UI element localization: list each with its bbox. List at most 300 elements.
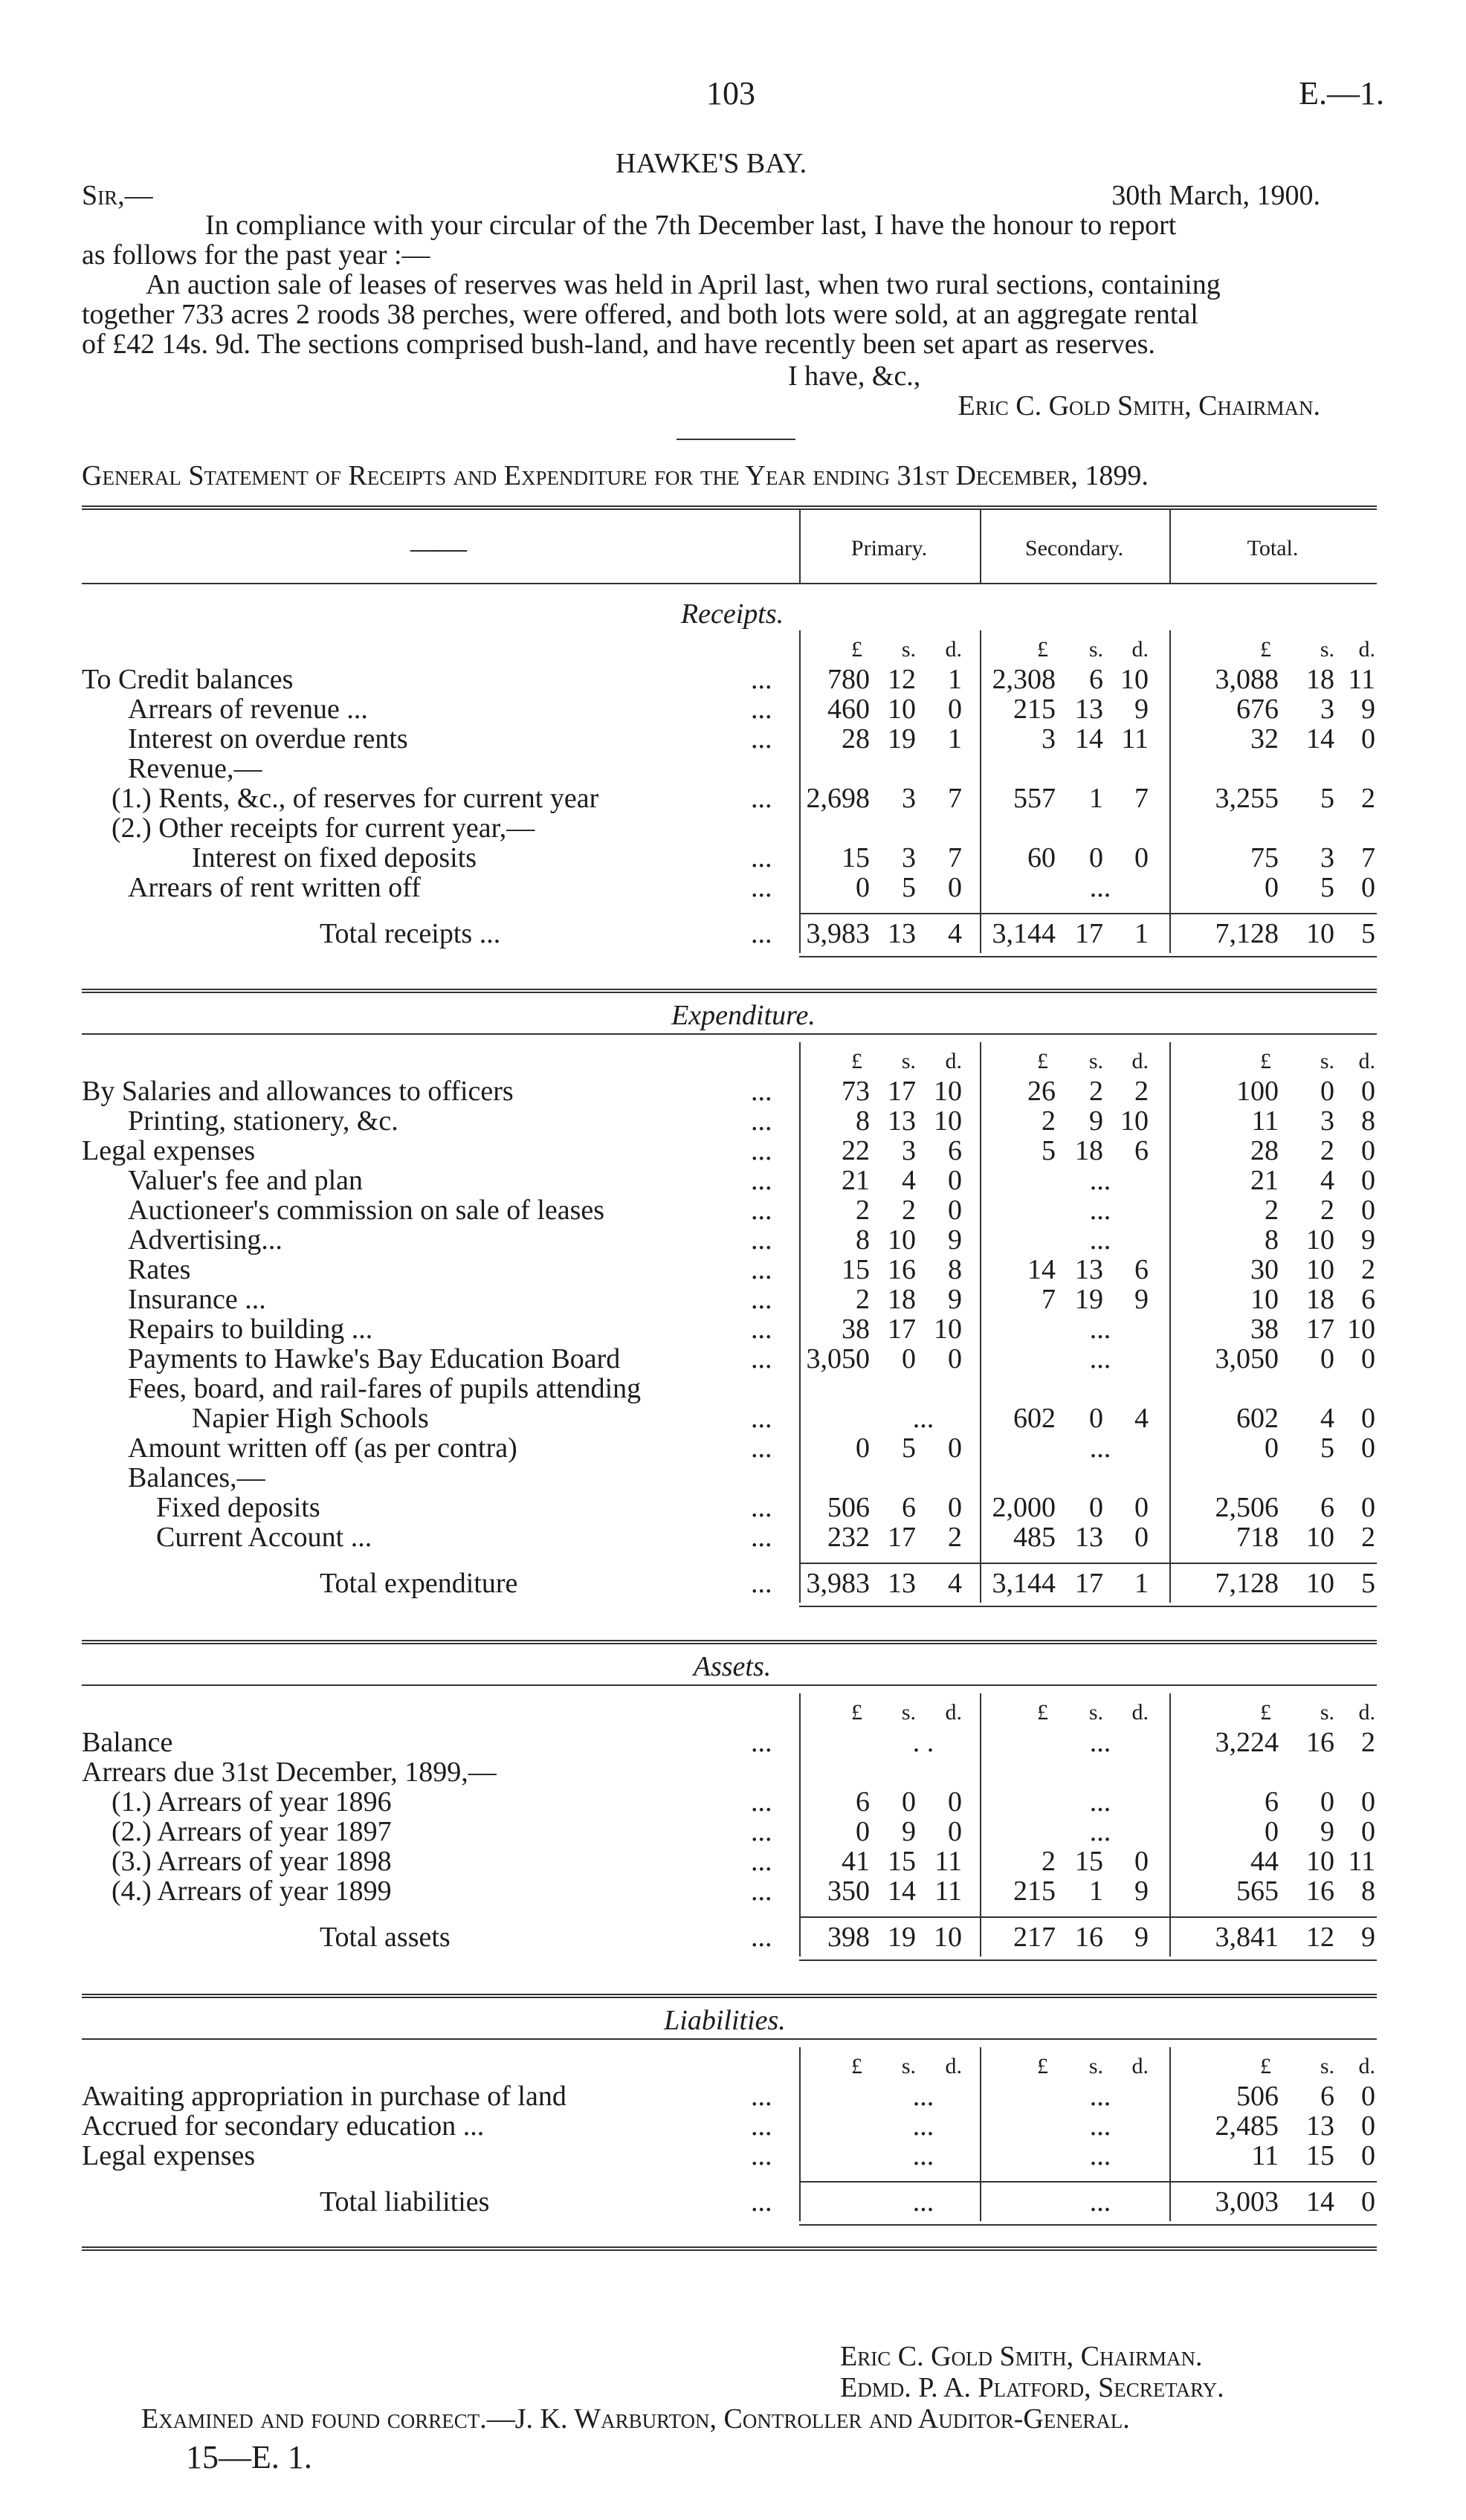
table-rule [82,1640,1377,1641]
row-label: (4.) Arrears of year 1899 [112,1876,392,1907]
amount-cell: 30 [1250,1254,1279,1285]
table-rule [799,2181,1377,2183]
amount-cell: 0 [1361,2186,1375,2217]
leader-dots: ... [751,1135,772,1166]
amount-cell: 565 [1236,1876,1279,1907]
amount-cell: 7,128 [1215,918,1279,949]
row-label: Valuer's fee and plan [128,1165,363,1196]
amount-cell: 2,698 [806,783,870,814]
amount-cell: 21 [1250,1165,1279,1196]
amount-blank: ... [1089,1816,1111,1847]
amount-cell: 10 [934,1105,962,1137]
amount-cell: 0 [1361,2110,1375,2142]
table-rule [82,583,1377,584]
amount-cell: 11 [1121,723,1149,755]
row-label: Printing, stationery, &c. [128,1105,398,1137]
row-label: (1.) Arrears of year 1896 [112,1786,392,1818]
currency-pound: £ [1260,1049,1271,1073]
amount-cell: 0 [948,694,962,725]
amount-cell: 2 [1361,1254,1375,1285]
amount-blank: ... [1089,1343,1111,1374]
currency-pound: £ [1260,1700,1271,1725]
currency-pence: d. [945,2054,962,2078]
amount-cell: 0 [1265,872,1279,903]
currency-pound: £ [851,637,862,662]
table-rule [82,1643,1377,1644]
amount-cell: 0 [1361,1195,1375,1226]
amount-cell: 2 [1320,1195,1334,1226]
amount-cell: 10 [1120,1105,1149,1137]
amount-cell: 16 [1306,1727,1334,1758]
leader-dots: ... [751,2110,772,2142]
currency-pence: d. [1131,2054,1149,2078]
page-footer: 15—E. 1. [186,2439,312,2475]
amount-cell: 6 [948,1135,962,1166]
amount-cell: 506 [1236,2081,1279,2112]
amount-cell: 10 [1306,1224,1334,1256]
table-rule [82,1684,1377,1686]
amount-cell: 22 [842,1135,870,1166]
amount-cell: 6 [1320,1492,1334,1523]
region-title: HAWKE'S BAY. [616,148,807,179]
amount-blank: ... [912,1403,934,1434]
amount-cell: 100 [1236,1076,1279,1107]
amount-cell: 9 [948,1284,962,1315]
row-label: Insurance ... [128,1284,266,1315]
amount-cell: 13 [888,1105,916,1137]
table-rule [799,1916,1377,1918]
leader-dots: ... [751,1343,772,1374]
leader-dots: ... [751,1522,772,1553]
amount-cell: 602 [1013,1403,1056,1434]
amount-cell: 718 [1236,1522,1279,1553]
amount-cell: 17 [888,1314,916,1345]
amount-cell: 14 [1075,723,1103,755]
currency-pence: d. [1358,1049,1375,1073]
amount-cell: 4 [1320,1165,1334,1196]
amount-cell: 2 [1361,1727,1375,1758]
amount-cell: 17 [1306,1314,1334,1345]
amount-cell: 215 [1013,694,1056,725]
amount-cell: 8 [1361,1105,1375,1137]
amount-cell: 5 [1320,783,1334,814]
amount-cell: 14 [888,1876,916,1907]
leader-dots: ... [751,1165,772,1196]
currency-pence: d. [1131,1700,1149,1725]
amount-cell: 4 [948,1568,962,1599]
amount-cell: 7 [1361,842,1375,873]
amount-blank: ... [1089,2081,1111,2112]
amount-cell: 4 [1320,1403,1334,1434]
amount-cell: 506 [827,1492,870,1523]
leader-dots: ... [751,2186,772,2217]
amount-cell: 19 [1075,1284,1103,1315]
amount-cell: 5 [902,1432,916,1464]
header-secondary: Secondary. [1024,536,1124,560]
table-rule [82,505,1377,507]
amount-cell: 3,983 [806,918,870,949]
amount-cell: 44 [1250,1846,1279,1877]
amount-cell: 10 [934,1076,962,1107]
amount-cell: 2,506 [1215,1492,1279,1523]
currency-shilling: s. [1320,2054,1334,2078]
amount-blank: ... [1089,1195,1111,1226]
amount-cell: 16 [1306,1876,1334,1907]
amount-cell: 38 [842,1314,870,1345]
amount-cell: 14 [1027,1254,1056,1285]
amount-cell: 13 [1075,1254,1103,1285]
amount-cell: 9 [1320,1816,1334,1847]
amount-cell: 0 [856,1816,870,1847]
row-label: Rates [128,1254,191,1285]
amount-cell: 9 [902,1816,916,1847]
letter-line: of £42 14s. 9d. The sections comprised bush-land, and have recently been set apart as reserves. [82,329,1155,360]
amount-cell: 2 [902,1195,916,1226]
amount-cell: 10 [1250,1284,1279,1315]
amount-cell: 0 [948,1165,962,1196]
leader-dots: ... [751,842,772,873]
amount-cell: 26 [1027,1076,1056,1107]
currency-pound: £ [1037,637,1048,662]
amount-cell: 2 [856,1284,870,1315]
amount-cell: 13 [1075,694,1103,725]
amount-cell: 676 [1236,694,1279,725]
amount-cell: 15 [1075,1846,1103,1877]
row-label: By Salaries and allowances to officers [82,1076,514,1107]
total-label: Total liabilities [320,2186,490,2217]
amount-cell: 350 [827,1876,870,1907]
currency-shilling: s. [1320,1700,1334,1725]
amount-cell: 14 [1306,723,1334,755]
amount-cell: 0 [1361,1492,1375,1523]
amount-cell: 3,983 [806,1568,870,1599]
amount-cell: 2 [1361,1522,1375,1553]
amount-cell: 12 [1306,1922,1334,1953]
amount-blank: ... [1089,2110,1111,2142]
currency-shilling: s. [1088,637,1103,662]
column-rule [799,630,801,953]
currency-shilling: s. [1088,2054,1103,2078]
row-label: Legal expenses [82,2140,256,2171]
amount-cell: 13 [1306,2110,1334,2142]
currency-pound: £ [851,1700,862,1725]
divider [677,439,795,440]
amount-cell: 557 [1013,783,1056,814]
currency-pound: £ [1260,637,1271,662]
amount-cell: 3,050 [806,1343,870,1374]
document-reference: E.—1. [1299,75,1384,112]
amount-cell: 0 [1361,1076,1375,1107]
amount-blank: ... [1089,1786,1111,1818]
row-label: Napier High Schools [192,1403,429,1434]
amount-cell: 2 [948,1522,962,1553]
amount-cell: 15 [842,842,870,873]
currency-shilling: s. [1088,1049,1103,1073]
currency-pence: d. [1131,637,1149,662]
amount-cell: 8 [856,1105,870,1137]
currency-shilling: s. [1320,637,1334,662]
amount-cell: 5 [1361,1568,1375,1599]
amount-cell: 2,308 [992,664,1056,695]
amount-cell: 0 [1361,1816,1375,1847]
amount-cell: 2 [1042,1105,1056,1137]
amount-cell: 0 [1134,842,1149,873]
leader-dots: ... [751,783,772,814]
amount-cell: 3,088 [1215,664,1279,695]
amount-cell: 1 [948,664,962,695]
column-rule [980,1693,981,1957]
currency-pence: d. [1131,1049,1149,1073]
amount-cell: 3 [902,1135,916,1166]
table-rule [82,1033,1377,1035]
page-number: 103 [706,75,755,112]
amount-cell: 0 [1361,2081,1375,2112]
table-rule [82,989,1377,990]
leader-dots: ... [751,1403,772,1434]
amount-cell: 10 [1306,1846,1334,1877]
amount-cell: 9 [1134,1922,1149,1953]
amount-cell: 3,841 [1215,1922,1279,1953]
amount-cell: 4 [902,1165,916,1196]
amount-cell: 9 [1134,694,1149,725]
currency-pence: d. [945,1700,962,1725]
row-label: (1.) Rents, &c., of reserves for current year [112,783,599,814]
amount-cell: 0 [948,872,962,903]
amount-cell: 13 [1075,1522,1103,1553]
leader-dots: ... [751,1195,772,1226]
leader-dots: ... [751,664,772,695]
amount-cell: 10 [1347,1314,1375,1345]
amount-cell: 10 [1306,1254,1334,1285]
amount-cell: 11 [934,1876,962,1907]
letter-line: In compliance with your circular of the 7th December last, I have the honour to report [205,210,1177,241]
amount-cell: 2 [1320,1135,1334,1166]
row-label: To Credit balances [82,664,294,695]
amount-cell: 32 [1250,723,1279,755]
leader-dots: ... [751,1076,772,1107]
amount-cell: 18 [1306,664,1334,695]
currency-pound: £ [1037,2054,1048,2078]
amount-cell: 0 [902,1786,916,1818]
amount-cell: 3,255 [1215,783,1279,814]
table-rule [82,508,1377,510]
amount-cell: 0 [1089,842,1103,873]
amount-cell: 6 [856,1786,870,1818]
amount-cell: 17 [1075,1568,1103,1599]
header-dash: —— [410,533,467,564]
amount-cell: 10 [888,1224,916,1256]
amount-cell: 2,000 [992,1492,1056,1523]
column-rule [799,1042,801,1603]
amount-cell: 3 [902,783,916,814]
amount-cell: 9 [1361,1224,1375,1256]
table-rule [82,2038,1377,2040]
amount-cell: 232 [827,1522,870,1553]
currency-shilling: s. [901,2054,916,2078]
amount-cell: 2 [1042,1846,1056,1877]
amount-cell: 10 [1120,664,1149,695]
amount-cell: 460 [827,694,870,725]
amount-cell: 0 [948,1432,962,1464]
row-label: Repairs to building ... [128,1314,373,1345]
amount-cell: 3,224 [1215,1727,1279,1758]
column-rule [799,2047,801,2221]
table-rule [799,2224,1377,2226]
amount-cell: 73 [842,1076,870,1107]
leader-dots: ... [751,1284,772,1315]
amount-cell: 6 [1361,1284,1375,1315]
table-rule [799,1563,1377,1564]
amount-cell: 3 [1320,1105,1334,1137]
currency-shilling: s. [901,1700,916,1725]
currency-shilling: s. [901,637,916,662]
amount-cell: 6 [902,1492,916,1523]
letter-line: together 733 acres 2 roods 38 perches, were offered, and both lots were sold, at an aggregate rental [82,299,1198,330]
amount-cell: 19 [888,1922,916,1953]
leader-dots: ... [751,694,772,725]
amount-cell: 780 [827,664,870,695]
amount-blank: ... [912,2186,934,2217]
letter-closing: I have, &c., [788,361,921,392]
amount-cell: 0 [1361,1343,1375,1374]
amount-cell: 5 [902,872,916,903]
amount-cell: 10 [934,1922,962,1953]
amount-cell: 13 [888,918,916,949]
amount-cell: 3,144 [992,918,1056,949]
leader-dots: ... [751,1105,772,1137]
table-rule [82,1997,1377,1998]
currency-pound: £ [1037,1700,1048,1725]
amount-cell: 16 [1075,1922,1103,1953]
leader-dots: ... [751,1876,772,1907]
leader-dots: ... [751,918,772,949]
amount-cell: 12 [888,664,916,695]
amount-cell: 0 [1265,1816,1279,1847]
header-primary: Primary. [850,536,928,560]
column-rule [799,1693,801,1957]
amount-cell: 15 [888,1846,916,1877]
amount-cell: 75 [1250,842,1279,873]
amount-cell: 2 [856,1195,870,1226]
row-label: (2.) Other receipts for current year,— [112,812,535,844]
amount-cell: 6 [1134,1254,1149,1285]
leader-dots: ... [751,872,772,903]
amount-cell: 11 [1348,1846,1375,1877]
amount-blank: ... [912,2140,934,2171]
amount-cell: 0 [1134,1522,1149,1553]
amount-cell: 10 [1306,918,1334,949]
letter-date: 30th March, 1900. [1111,180,1320,211]
currency-pound: £ [1037,1049,1048,1073]
amount-cell: 0 [1134,1492,1149,1523]
column-rule [1169,1042,1171,1603]
amount-cell: 0 [1134,1846,1149,1877]
row-label: Arrears of rent written off [128,872,421,903]
amount-cell: 0 [1361,1786,1375,1818]
amount-cell: 18 [1306,1284,1334,1315]
chairman-signature: Eric C. Gold Smith, Chairman. [840,2341,1203,2372]
amount-cell: 0 [948,1492,962,1523]
amount-cell: 0 [1361,723,1375,755]
amount-cell: 1 [1089,1876,1103,1907]
amount-cell: 10 [1306,1522,1334,1553]
row-label: Auctioneer's commission on sale of leases [128,1195,605,1226]
amount-cell: 14 [1306,2186,1334,2217]
amount-blank: ... [912,2081,934,2112]
amount-cell: 3 [1320,842,1334,873]
amount-cell: 5 [1320,872,1334,903]
amount-blank: ... [1089,1224,1111,1256]
currency-pound: £ [851,2054,862,2078]
amount-blank: ... [1089,1727,1111,1758]
amount-cell: 17 [1075,918,1103,949]
amount-cell: 0 [1361,1432,1375,1464]
amount-blank: ... [1089,1314,1111,1345]
amount-cell: 10 [934,1314,962,1345]
amount-cell: 0 [948,1343,962,1374]
section-heading: Liabilities. [664,2005,786,2036]
salutation: Sir,— [82,180,153,211]
amount-cell: 3,050 [1215,1343,1279,1374]
row-label: Interest on overdue rents [128,723,408,755]
leader-dots: ... [751,1922,772,1953]
leader-dots: ... [751,1254,772,1285]
amount-cell: 6 [1089,664,1103,695]
amount-cell: 1 [948,723,962,755]
header-total: Total. [1247,536,1299,560]
amount-cell: 16 [888,1254,916,1285]
amount-cell: 6 [1320,2081,1334,2112]
amount-cell: 60 [1027,842,1056,873]
leader-dots: ... [751,1846,772,1877]
amount-cell: 217 [1013,1922,1056,1953]
table-rule [799,1960,1377,1961]
section-heading: Receipts. [680,598,784,630]
amount-cell: 0 [1361,1165,1375,1196]
row-label: Balances,— [128,1462,265,1493]
column-rule [980,1042,981,1603]
amount-cell: 3 [1320,694,1334,725]
amount-cell: 1 [1134,1568,1149,1599]
amount-cell: 7 [1042,1284,1056,1315]
column-rule [1169,1693,1171,1957]
row-label: Amount written off (as per contra) [128,1432,517,1464]
amount-cell: 9 [1361,694,1375,725]
currency-pence: d. [1358,637,1375,662]
amount-cell: 8 [948,1254,962,1285]
amount-cell: 7 [948,783,962,814]
amount-cell: 0 [1320,1786,1334,1818]
amount-cell: 8 [1265,1224,1279,1256]
leader-dots: ... [751,1314,772,1345]
amount-cell: 18 [1075,1135,1103,1166]
section-heading: Expenditure. [671,1000,816,1031]
column-rule [1169,630,1171,953]
amount-cell: 0 [856,1432,870,1464]
currency-pence: d. [945,637,962,662]
table-rule [799,1606,1377,1607]
total-label: Total receipts ... [320,918,501,949]
amount-cell: 9 [1089,1105,1103,1137]
row-label: Arrears of revenue ... [128,694,368,725]
amount-cell: 9 [1134,1284,1149,1315]
amount-cell: 15 [1306,2140,1334,2171]
amount-blank: ... [1089,1432,1111,1464]
table-rule [82,1994,1377,1995]
amount-blank: ... [1089,1165,1111,1196]
amount-blank: ... [1089,2140,1111,2171]
row-label: Revenue,— [128,753,262,784]
